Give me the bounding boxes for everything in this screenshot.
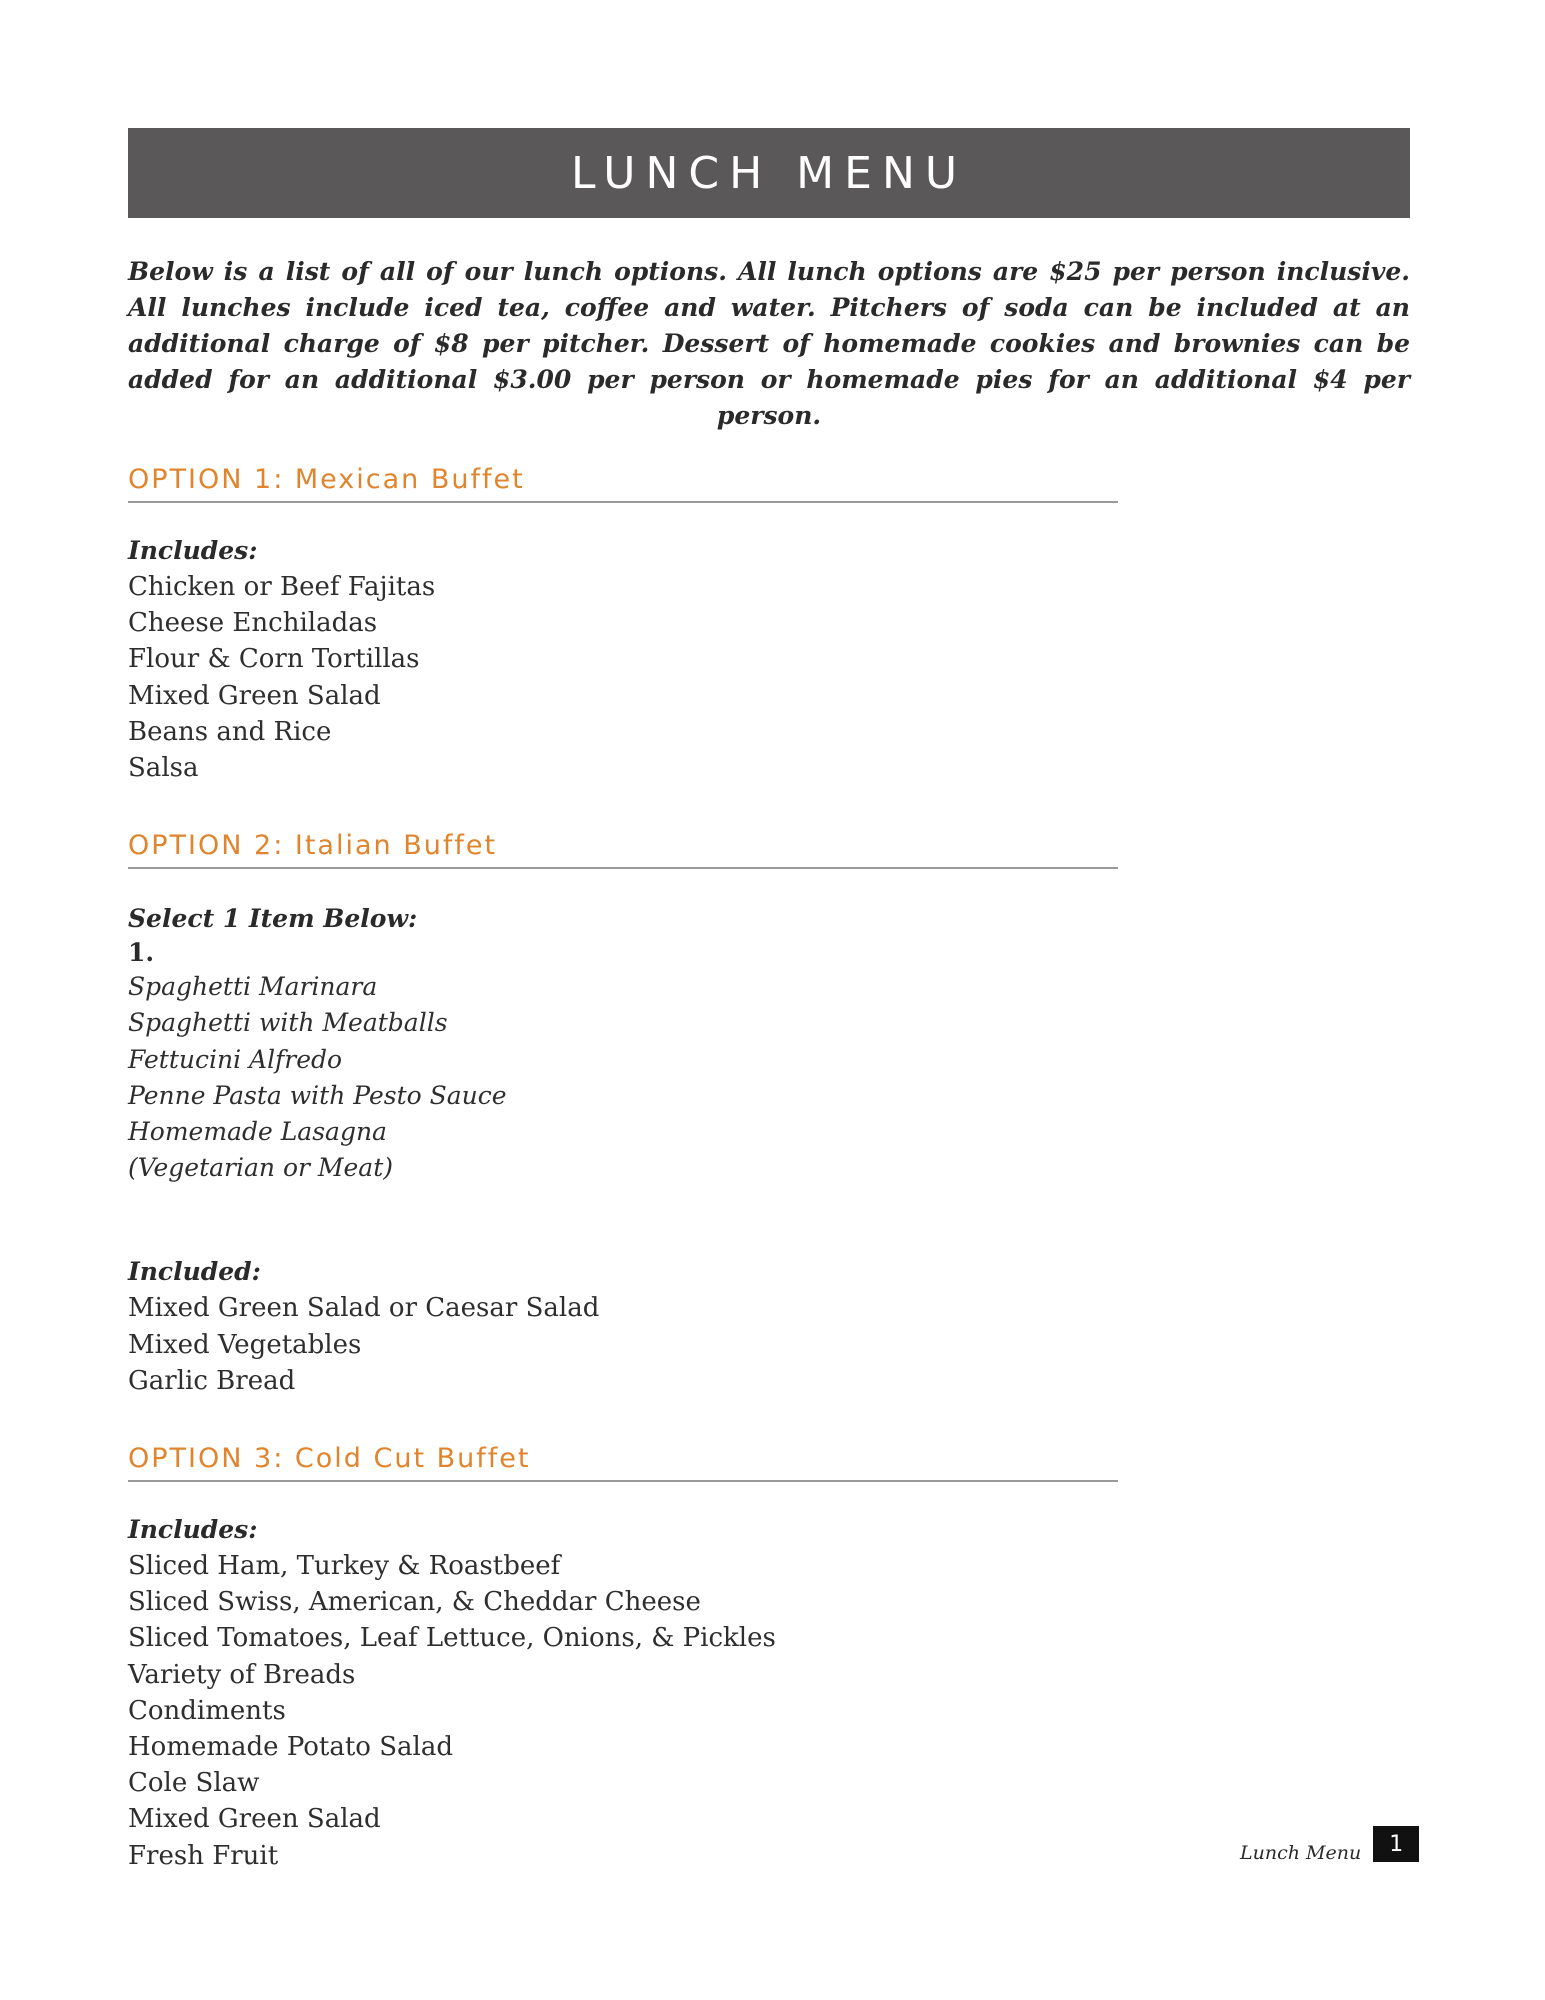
option-2-included-label: Included: <box>128 1257 261 1287</box>
list-item: Penne Pasta with Pesto Sauce <box>128 1080 507 1110</box>
list-item: Fresh Fruit <box>128 1840 279 1871</box>
option-1-includes-label: Includes: <box>128 536 258 565</box>
intro-paragraph: Below is a list of all of our lunch options. All lunch options are $25 per person inclusive. All lunches include iced tea, coffee and water. Pitchers of soda can be included at an additional charge of $8 per pitcher. Dessert of homemade cookies and brownies can be added for an additional $3.00 per person or homemade pies for an additional $4 per person. <box>128 257 1410 430</box>
page-title: LUNCH MENU <box>570 147 968 199</box>
list-item: Chicken or Beef Fajitas <box>128 572 436 602</box>
list-item: Cole Slaw <box>128 1768 260 1799</box>
page-footer <box>1240 1826 1419 1864</box>
list-item: Beans and Rice <box>128 716 332 747</box>
option-2-number: 1. <box>128 938 155 968</box>
option-3-item-list <box>128 1548 1118 1874</box>
list-item: Sliced Tomatoes, Leaf Lettuce, Onions, & Pickles <box>128 1623 776 1654</box>
list-item: Spaghetti with Meatballs <box>128 1008 448 1038</box>
option-2-choice-list <box>128 969 1118 1186</box>
list-item: Homemade Potato Salad <box>128 1732 453 1763</box>
list-item: Sliced Ham, Turkey & Roastbeef <box>128 1551 561 1582</box>
list-item: Mixed Green Salad <box>128 1804 381 1835</box>
option-1-heading: OPTION 1: Mexican Buffet <box>128 464 1118 503</box>
option-3-includes-label: Includes: <box>128 1515 258 1545</box>
list-item: Flour & Corn Tortillas <box>128 644 420 675</box>
option-2-section <box>128 830 1118 1399</box>
option-2-select-label: Select 1 Item Below: <box>128 904 418 934</box>
list-item: Salsa <box>128 753 199 784</box>
footer-label: Lunch Menu <box>1240 1842 1362 1864</box>
option-2-included-list <box>128 1290 1118 1399</box>
list-item: Mixed Green Salad <box>128 680 381 711</box>
list-item: Variety of Breads <box>128 1659 356 1690</box>
option-3-heading: OPTION 3: Cold Cut Buffet <box>128 1443 1118 1482</box>
list-item: Mixed Green Salad or Caesar Salad <box>128 1293 600 1324</box>
list-item: Mixed Vegetables <box>128 1329 362 1360</box>
list-item: Fettucini Alfredo <box>128 1044 343 1074</box>
menu-page <box>128 128 1410 1874</box>
list-item: Homemade Lasagna <box>128 1117 387 1147</box>
list-item: Cheese Enchiladas <box>128 608 378 639</box>
option-1-item-list <box>128 569 1118 786</box>
list-item: (Vegetarian or Meat) <box>128 1153 394 1183</box>
page-number: 1 <box>1373 1826 1419 1862</box>
option-2-heading: OPTION 2: Italian Buffet <box>128 830 1118 869</box>
option-1-section <box>128 464 1118 786</box>
list-item: Spaghetti Marinara <box>128 972 378 1002</box>
list-item: Garlic Bread <box>128 1365 296 1396</box>
list-item: Sliced Swiss, American, & Cheddar Cheese <box>128 1587 701 1618</box>
list-item: Condiments <box>128 1695 286 1726</box>
title-bar <box>128 128 1410 218</box>
option-3-section <box>128 1443 1118 1874</box>
